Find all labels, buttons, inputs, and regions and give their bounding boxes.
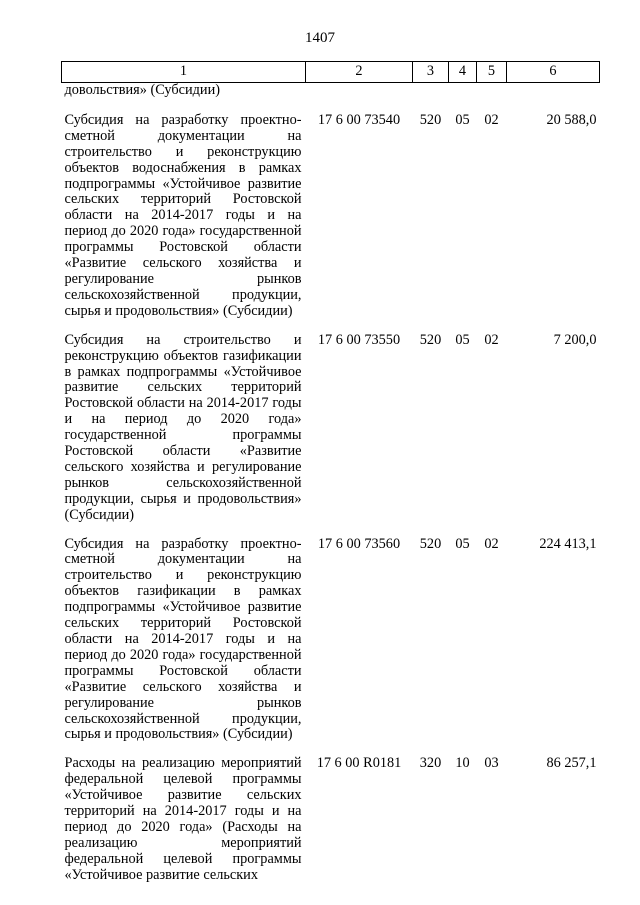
header-col-4: 4: [449, 62, 477, 83]
table-row: [62, 83, 600, 113]
row-expense-type: 320: [419, 755, 442, 772]
row-section: 05: [455, 111, 470, 128]
row-expense-type: 520: [419, 111, 442, 128]
row-subsection: [477, 83, 507, 113]
row-description: Субсидия на разработку проектно-сметной документации на строительство и реконструкцию объектов газификации в рамках подпрограммы «Устойчивое развитие сельских территорий Ростовской области на 2014-2017 годы и на период до 2020 года» государственной программы Ростовской области «Развитие сельского хозяйства и регулирование рынков сельскохозяйственной продукции, сырья и продовольствия» (Субсидии): [64, 535, 302, 743]
row-expense-type: [413, 83, 449, 113]
row-subsection: 02: [484, 331, 499, 348]
row-section: 10: [455, 755, 470, 772]
header-row: [62, 62, 600, 83]
table-row: [62, 537, 600, 757]
row-target-code: 17 6 00 73540: [317, 111, 401, 128]
header-col-2: 2: [306, 62, 413, 83]
row-section: 05: [455, 535, 470, 552]
row-subsection: 02: [484, 111, 499, 128]
header-col-3: 3: [413, 62, 449, 83]
row-subsection: 03: [484, 755, 499, 772]
table-row: [62, 333, 600, 537]
row-description: довольствия» (Субсидии): [64, 82, 220, 98]
row-description: Субсидия на строительство и реконструкцию объектов газификации в рамках подпрограммы «Устойчивое развитие сельских территорий Ростовской области на 2014-2017 годы и на период до 2020 года» государственной программы Ростовской области «Развитие сельского хозяйства и регулирование рынков сельскохозяйственной продукции, сырья и продовольствия» (Субсидии): [64, 331, 302, 523]
row-subsection: 02: [484, 535, 499, 552]
row-target-code: 17 6 00 R0181: [316, 755, 402, 772]
header-col-6: 6: [507, 62, 600, 83]
row-expense-type: 520: [419, 535, 442, 552]
row-section: [449, 83, 477, 113]
page-number: 1407: [305, 30, 335, 46]
table-row: [62, 756, 600, 883]
row-description: Субсидия на разработку проектно-сметной документации на строительство и реконструкцию объектов водоснабжения в рамках подпрограммы «Устойчивое развитие сельских территорий Ростовской области на 2014-2017 годы и на период до 2020 года» государственной программы Ростовской области «Развитие сельского хозяйства и регулирование рынков сельскохозяйственной продукции, сырья и продовольствия» (Субсидии): [64, 111, 302, 319]
row-amount: 7 200,0: [553, 331, 597, 348]
row-amount: 86 257,1: [546, 755, 597, 772]
row-target-code: [306, 83, 413, 113]
table-row: [62, 113, 600, 333]
table-body: [62, 83, 600, 884]
header-col-5: 5: [477, 62, 507, 83]
row-target-code: 17 6 00 73550: [317, 331, 401, 348]
budget-table: [61, 61, 600, 884]
table-header: [62, 62, 600, 83]
row-amount: [507, 83, 600, 113]
row-description: Расходы на реализацию мероприятий федеральной целевой программы «Устойчивое развитие сельских территорий на 2014-2017 годы и на период до 2020 года» (Расходы на реализацию мероприятий федеральной целевой программы «Устойчивое развитие сельских: [64, 755, 302, 883]
row-amount: 224 413,1: [539, 535, 597, 552]
header-col-1: 1: [62, 62, 306, 83]
row-target-code: 17 6 00 73560: [317, 535, 401, 552]
row-section: 05: [455, 331, 470, 348]
row-amount: 20 588,0: [546, 111, 597, 128]
row-expense-type: 520: [419, 331, 442, 348]
